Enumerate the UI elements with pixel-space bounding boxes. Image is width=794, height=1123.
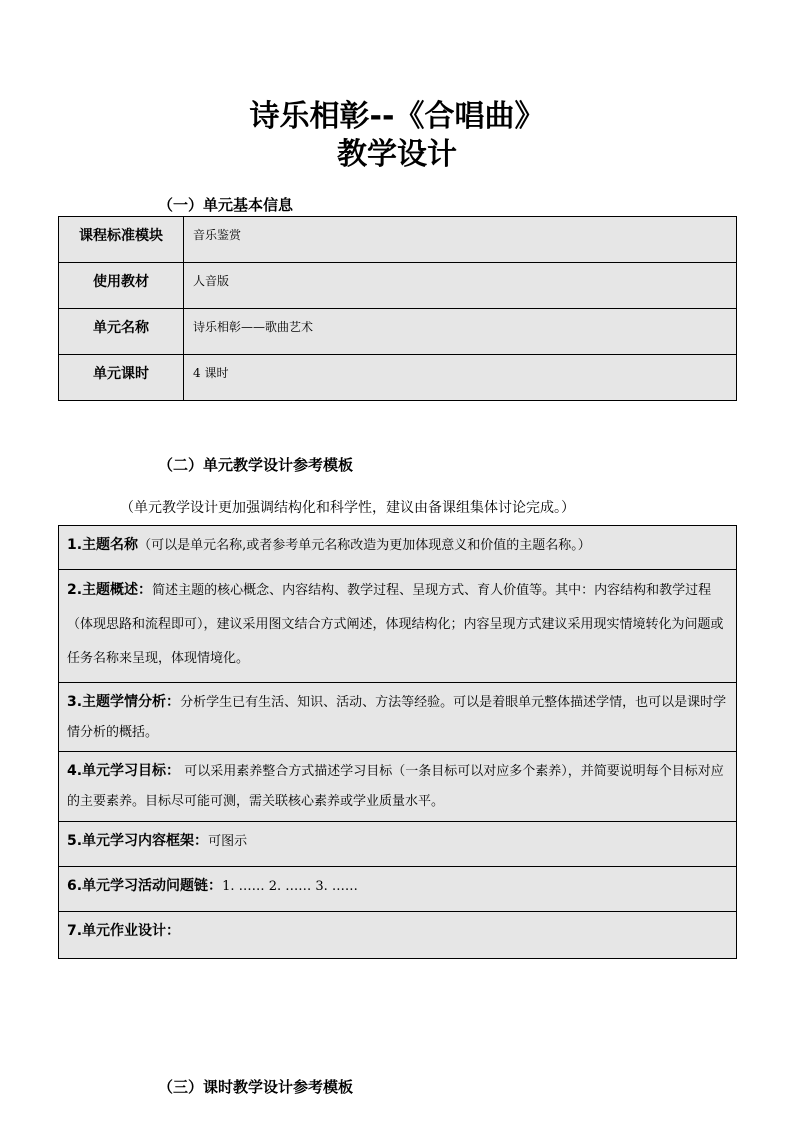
unit-design-box [58, 525, 737, 959]
item-text: 可以采用素养整合方式描述学习目标（一条目标可以对应多个素养），并简要说明每个目标对应的主要素养。目标尽可能可测，需关联核心素养或学业质量水平。 [67, 764, 724, 809]
item-text: 可图示 [208, 834, 248, 849]
list-item [59, 752, 736, 822]
item-heading: 6.单元学习活动问题链： [67, 878, 223, 894]
info-value: 人音版 [184, 263, 737, 309]
list-item [59, 683, 736, 752]
item-heading: 3.主题学情分析： [67, 694, 181, 710]
section-heading-lesson-template: （三）课时教学设计参考模板 [158, 1078, 354, 1096]
info-value: 音乐鉴赏 [184, 217, 737, 263]
item-heading: 4.单元学习目标： [67, 763, 181, 779]
list-item [59, 912, 736, 958]
info-label: 单元课时 [59, 355, 184, 401]
section-heading-basic-info: （一）单元基本信息 [158, 196, 294, 214]
item-text: 简述主题的核心概念、内容结构、教学过程、呈现方式、育人价值等。其中：内容结构和教学过程（体现思路和流程即可），建议采用图文结合方式阐述，体现结构化；内容呈现方式建议采用现实情境转化为问题或任务名称来呈现，体现情境化。 [67, 583, 724, 666]
list-item [59, 526, 736, 570]
document-subtitle: 教学设计 [337, 137, 457, 172]
table-row [59, 263, 737, 309]
info-label: 使用教材 [59, 263, 184, 309]
item-heading: 1.主题名称 [67, 537, 139, 553]
table-row [59, 355, 737, 401]
list-item [59, 570, 736, 683]
item-heading: 5.单元学习内容框架： [67, 833, 209, 849]
info-value: 诗乐相彰——歌曲艺术 [184, 309, 737, 355]
list-item [59, 822, 736, 867]
info-value: 4 课时 [184, 355, 737, 401]
table-row [59, 309, 737, 355]
template-note: （单元教学设计更加强调结构化和科学性，建议由备课组集体讨论完成。） [120, 500, 575, 516]
item-text: 分析学生已有生活、知识、活动、方法等经验。可以是着眼单元整体描述学情，也可以是课时学情分析的概括。 [67, 695, 727, 740]
document-title: 诗乐相彰--《合唱曲》 [249, 99, 545, 134]
info-label: 单元名称 [59, 309, 184, 355]
item-text: 1. …… 2. …… 3. …… [222, 879, 358, 894]
item-text: （可以是单元名称,或者参考单元名称改造为更加体现意义和价值的主题名称。） [138, 538, 591, 553]
info-label: 课程标准模块 [59, 217, 184, 263]
item-heading: 2.主题概述： [67, 582, 153, 598]
section-heading-unit-template: （二）单元教学设计参考模板 [158, 456, 354, 474]
basic-info-table [58, 216, 737, 401]
list-item [59, 867, 736, 912]
table-row [59, 217, 737, 263]
item-heading: 7.单元作业设计： [67, 923, 181, 939]
